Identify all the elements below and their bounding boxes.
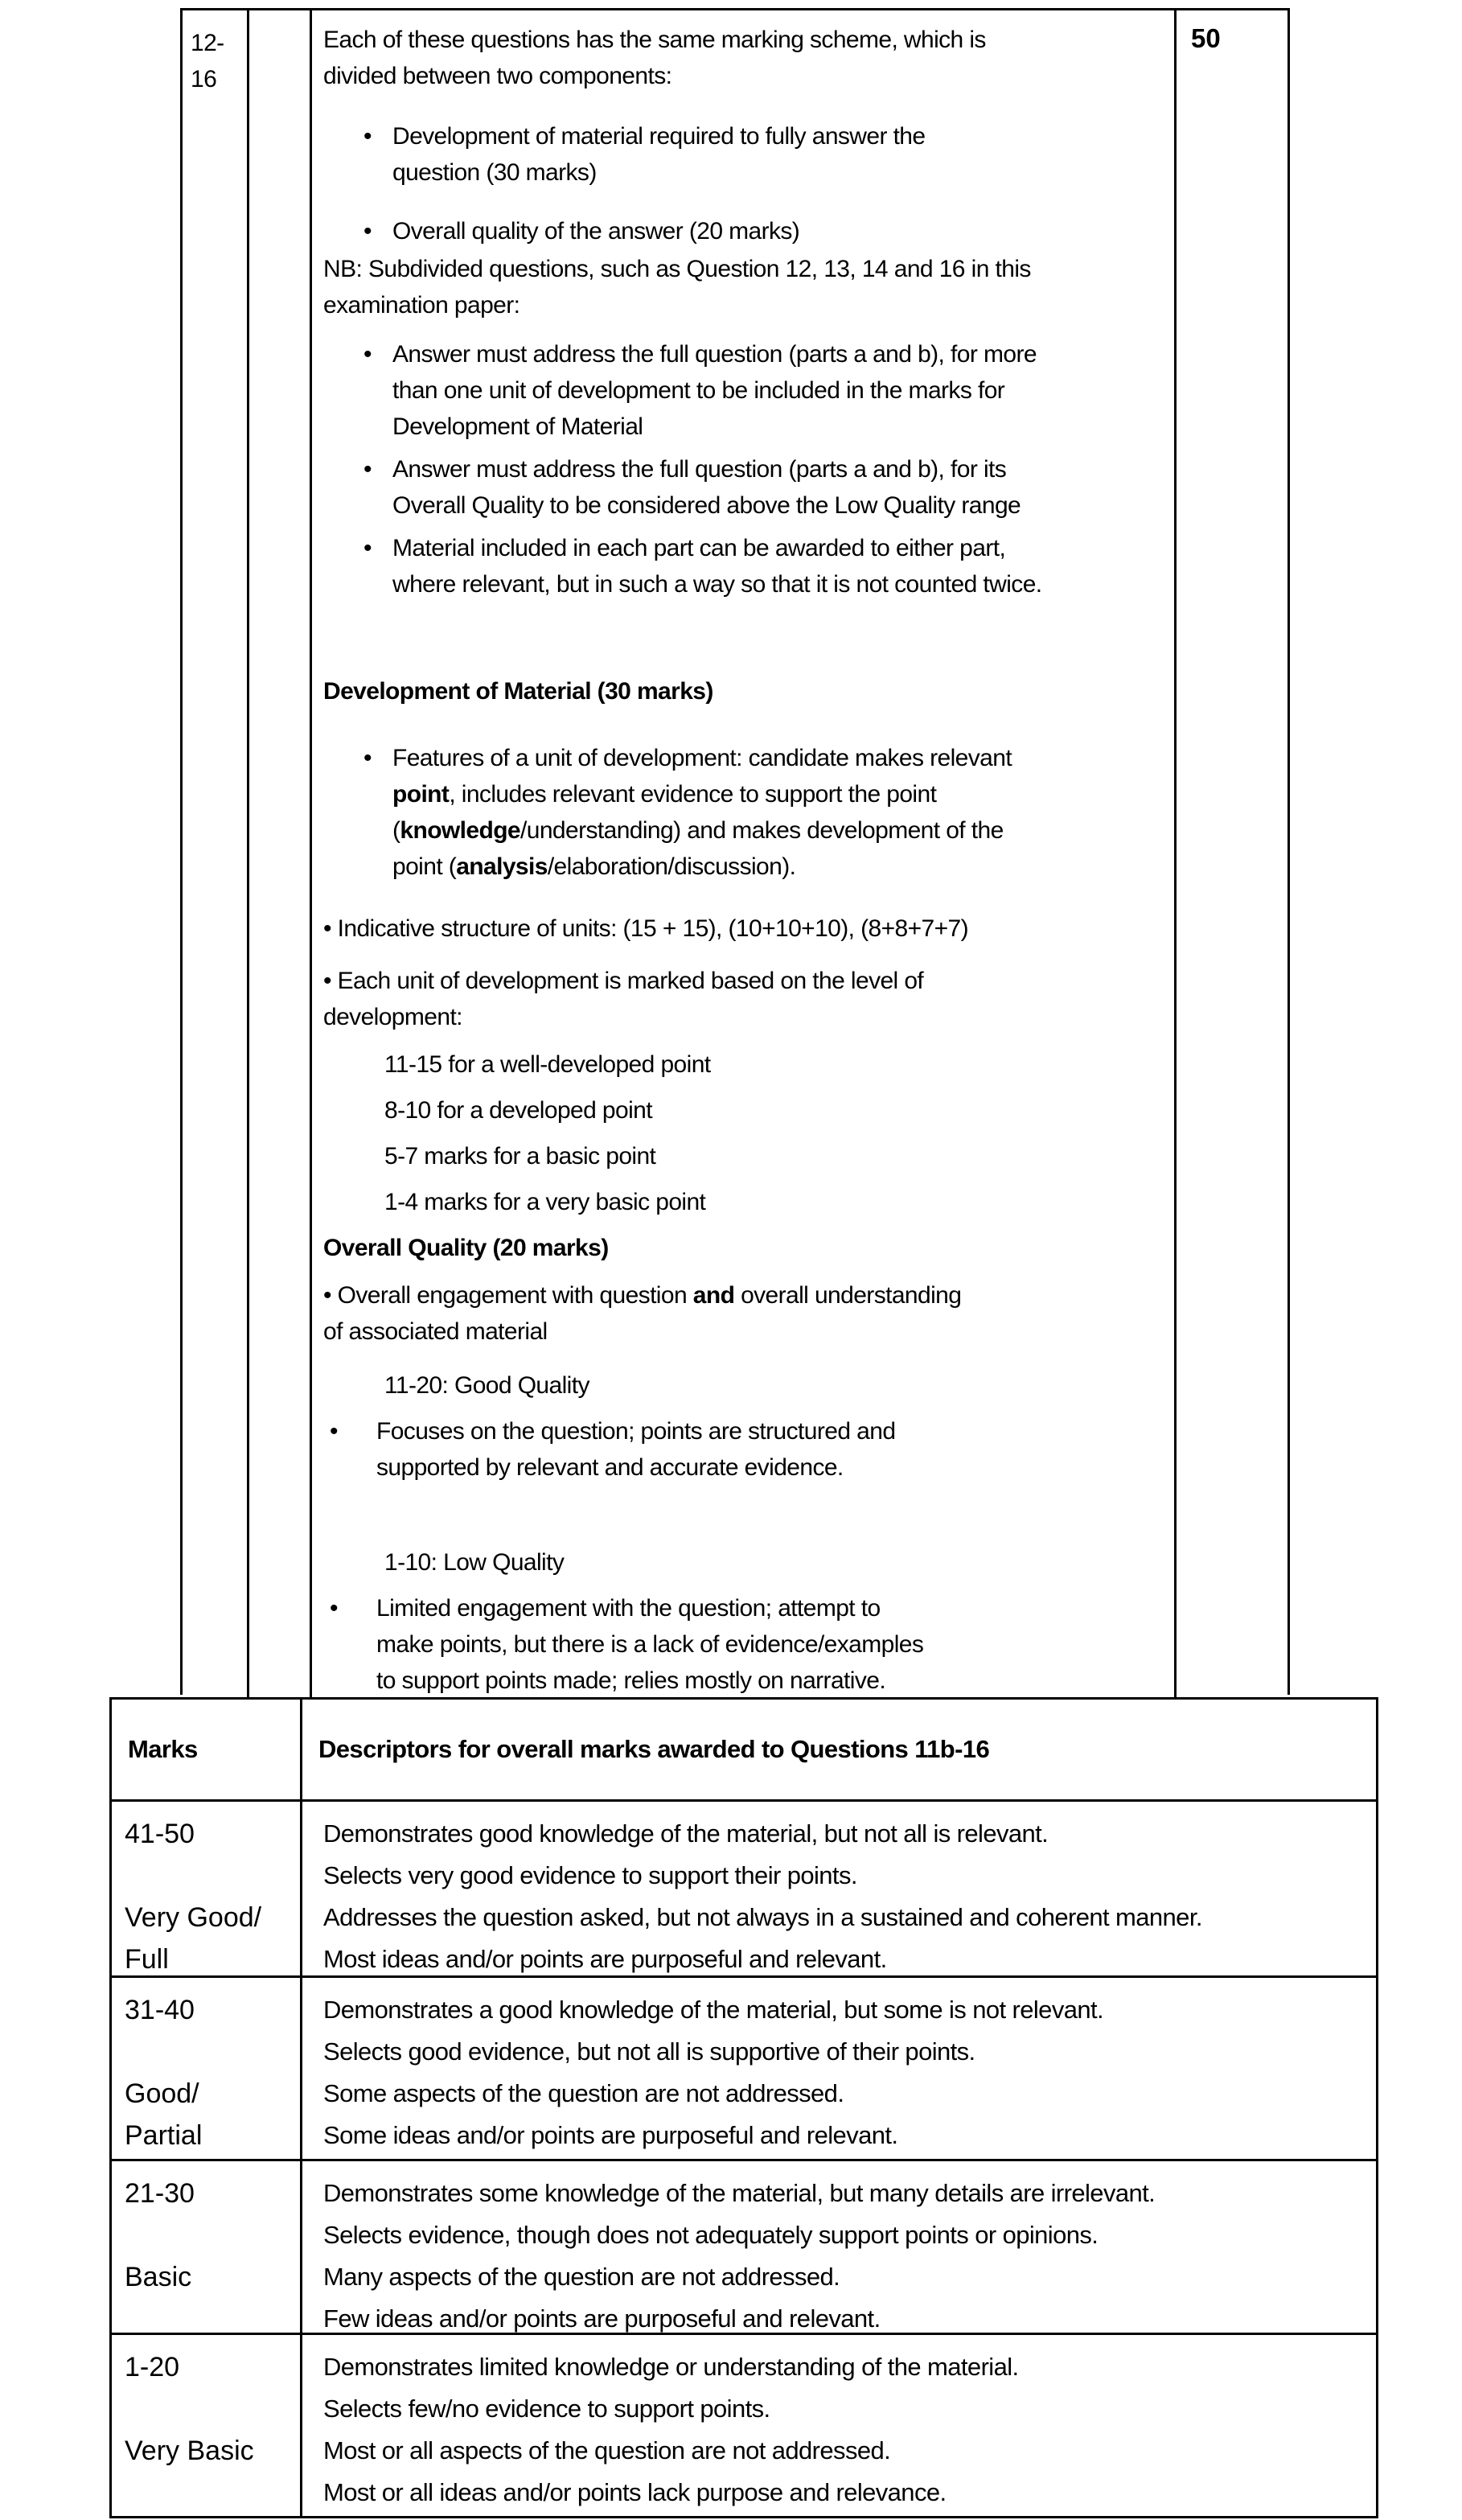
level-line-very-basic: 1-4 marks for a very basic point: [384, 1189, 706, 1215]
text-line: • Overall engagement with question and overall understanding: [323, 1282, 962, 1309]
descriptor-line: Most or all aspects of the question are not addressed.: [323, 2436, 891, 2465]
descriptor-line: Most or all ideas and/or points lack purpose and relevance.: [323, 2478, 947, 2506]
question-range-line: 12-: [191, 30, 224, 56]
band-cell-31-40: [112, 1975, 302, 2159]
text-line: to support points made; relies mostly on narrative.: [376, 1667, 886, 1694]
nb-paragraph: [323, 251, 1174, 323]
text-line: • Limited engagement with the question; attempt to: [376, 1595, 881, 1622]
descriptor-cell-41-50: [302, 1799, 1376, 1975]
band-label-line: Full: [125, 1944, 169, 1975]
level-line-well-developed: 11-15 for a well-developed point: [384, 1051, 711, 1078]
text-line: examination paper:: [323, 292, 520, 319]
overall-quality-heading: Overall Quality (20 marks): [323, 1235, 609, 1261]
descriptor-cell-31-40: [302, 1975, 1376, 2159]
band-range: 21-30: [125, 2178, 195, 2209]
header-marks-cell: [112, 1700, 302, 1799]
nb-bullet-3: [323, 530, 1174, 602]
bullet-development-of-material: [323, 118, 1174, 191]
descriptor-line: Selects very good evidence to support their points.: [323, 1861, 857, 1889]
descriptor-line: Some ideas and/or points are purposeful and relevant.: [323, 2121, 898, 2149]
text-line: Each of these questions has the same marking scheme, which is: [323, 27, 986, 53]
question-range-line: 16: [191, 66, 217, 92]
text-line: • Each unit of development is marked based on the level of: [323, 968, 924, 994]
text-line: than one unit of development to be included in the marks for: [392, 377, 1005, 404]
text-line: point (analysis/elaboration/discussion).: [392, 853, 796, 880]
text-line: question (30 marks): [392, 159, 597, 186]
spacer: [323, 602, 1174, 673]
intro-paragraph: [323, 22, 1174, 94]
band-range: 1-20: [125, 2352, 180, 2382]
descriptor-line: Selects few/no evidence to support points.: [323, 2395, 770, 2423]
band-range: 31-40: [125, 1995, 195, 2025]
text-line: Development of Material: [392, 413, 643, 440]
descriptor-line: Addresses the question asked, but not always in a sustained and coherent manner.: [323, 1903, 1202, 1931]
header-marks-label: Marks: [128, 1735, 198, 1763]
band-cell-21-30: [112, 2159, 302, 2333]
text-line: make points, but there is a lack of evidence/examples: [376, 1631, 924, 1658]
descriptor-cell-1-20: [302, 2333, 1376, 2516]
bullet-focuses: [323, 1413, 1174, 1486]
band-label-line: Very Good/: [125, 1902, 262, 1933]
marking-scheme-table: [180, 8, 1290, 1695]
text-line: point, includes relevant evidence to support the point: [392, 781, 937, 808]
text-line: • Development of material required to fully answer the: [392, 123, 926, 150]
scheme-body-cell: [312, 10, 1177, 1699]
descriptor-cell-21-30: [302, 2159, 1376, 2333]
bullet-engagement: [323, 1277, 1174, 1350]
bullet-features: [323, 740, 1174, 885]
level-line-basic: 5-7 marks for a basic point: [384, 1143, 656, 1170]
text-line: • Focuses on the question; points are structured and: [376, 1418, 896, 1445]
descriptor-line: Demonstrates a good knowledge of the material, but some is not relevant.: [323, 1996, 1104, 2024]
text-line: of associated material: [323, 1318, 548, 1345]
text-line: Overall Quality to be considered above the Low Quality range: [392, 492, 1021, 519]
level-line-developed: 8-10 for a developed point: [384, 1097, 652, 1124]
text-line: • Answer must address the full question (parts a and b), for more: [392, 341, 1037, 368]
text-line: • Material included in each part can be awarded to either part,: [392, 535, 1006, 561]
total-marks-cell: [1177, 10, 1287, 1699]
text-line: • Answer must address the full question (parts a and b), for its: [392, 456, 1007, 483]
text-line: development:: [323, 1004, 462, 1030]
descriptor-line: Some aspects of the question are not addressed.: [323, 2079, 844, 2107]
descriptor-line: Demonstrates good knowledge of the material, but not all is relevant.: [323, 1819, 1049, 1848]
band-label-line: Partial: [125, 2120, 203, 2151]
text-line: supported by relevant and accurate evidence.: [376, 1454, 844, 1481]
bullet-indicative-structure: • Indicative structure of units: (15 + 15), (10+10+10), (8+8+7+7): [323, 915, 968, 942]
low-quality-label: 1-10: Low Quality: [384, 1549, 565, 1576]
bullet-limited-engagement: [323, 1590, 1174, 1699]
empty-column-cell: [249, 10, 312, 1699]
descriptor-line: Demonstrates limited knowledge or understanding of the material.: [323, 2353, 1019, 2381]
development-heading: Development of Material (30 marks): [323, 678, 713, 705]
band-label-line: Good/: [125, 2078, 199, 2109]
text-line: NB: Subdivided questions, such as Question 12, 13, 14 and 16 in this: [323, 256, 1031, 282]
descriptor-line: Many aspects of the question are not addressed.: [323, 2263, 840, 2291]
question-range-cell: [183, 10, 249, 1699]
band-label-line: Very Basic: [125, 2436, 254, 2466]
spacer: [323, 1486, 1174, 1544]
descriptor-line: Demonstrates some knowledge of the material, but many details are irrelevant.: [323, 2179, 1156, 2207]
text-line: divided between two components:: [323, 63, 672, 89]
descriptor-line: Selects good evidence, but not all is supportive of their points.: [323, 2037, 975, 2066]
text-line: • Overall quality of the answer (20 marks): [392, 218, 800, 245]
descriptor-line: Most ideas and/or points are purposeful and relevant.: [323, 1945, 887, 1973]
text-line: where relevant, but in such a way so that it is not counted twice.: [392, 571, 1042, 598]
text-line: (knowledge/understanding) and makes development of the: [392, 817, 1004, 844]
band-cell-41-50: [112, 1799, 302, 1975]
nb-bullet-1: [323, 336, 1174, 445]
total-marks-value: 50: [1191, 23, 1221, 53]
bullet-overall-quality: [323, 213, 1174, 249]
band-range: 41-50: [125, 1819, 195, 1849]
descriptor-line: Selects evidence, though does not adequately support points or opinions.: [323, 2221, 1099, 2249]
good-quality-label: 11-20: Good Quality: [384, 1372, 589, 1399]
nb-bullet-2: [323, 451, 1174, 524]
descriptor-line: Few ideas and/or points are purposeful and relevant.: [323, 2304, 881, 2333]
bullet-each-unit: [323, 963, 1174, 1035]
descriptor-bands-table: [109, 1697, 1378, 2518]
header-descriptors-cell: [302, 1700, 1376, 1799]
text-line: • Features of a unit of development: candidate makes relevant: [392, 745, 1012, 771]
header-descriptors-label: Descriptors for overall marks awarded to Questions 11b-16: [318, 1735, 990, 1763]
band-cell-1-20: [112, 2333, 302, 2516]
band-label-line: Basic: [125, 2262, 192, 2292]
